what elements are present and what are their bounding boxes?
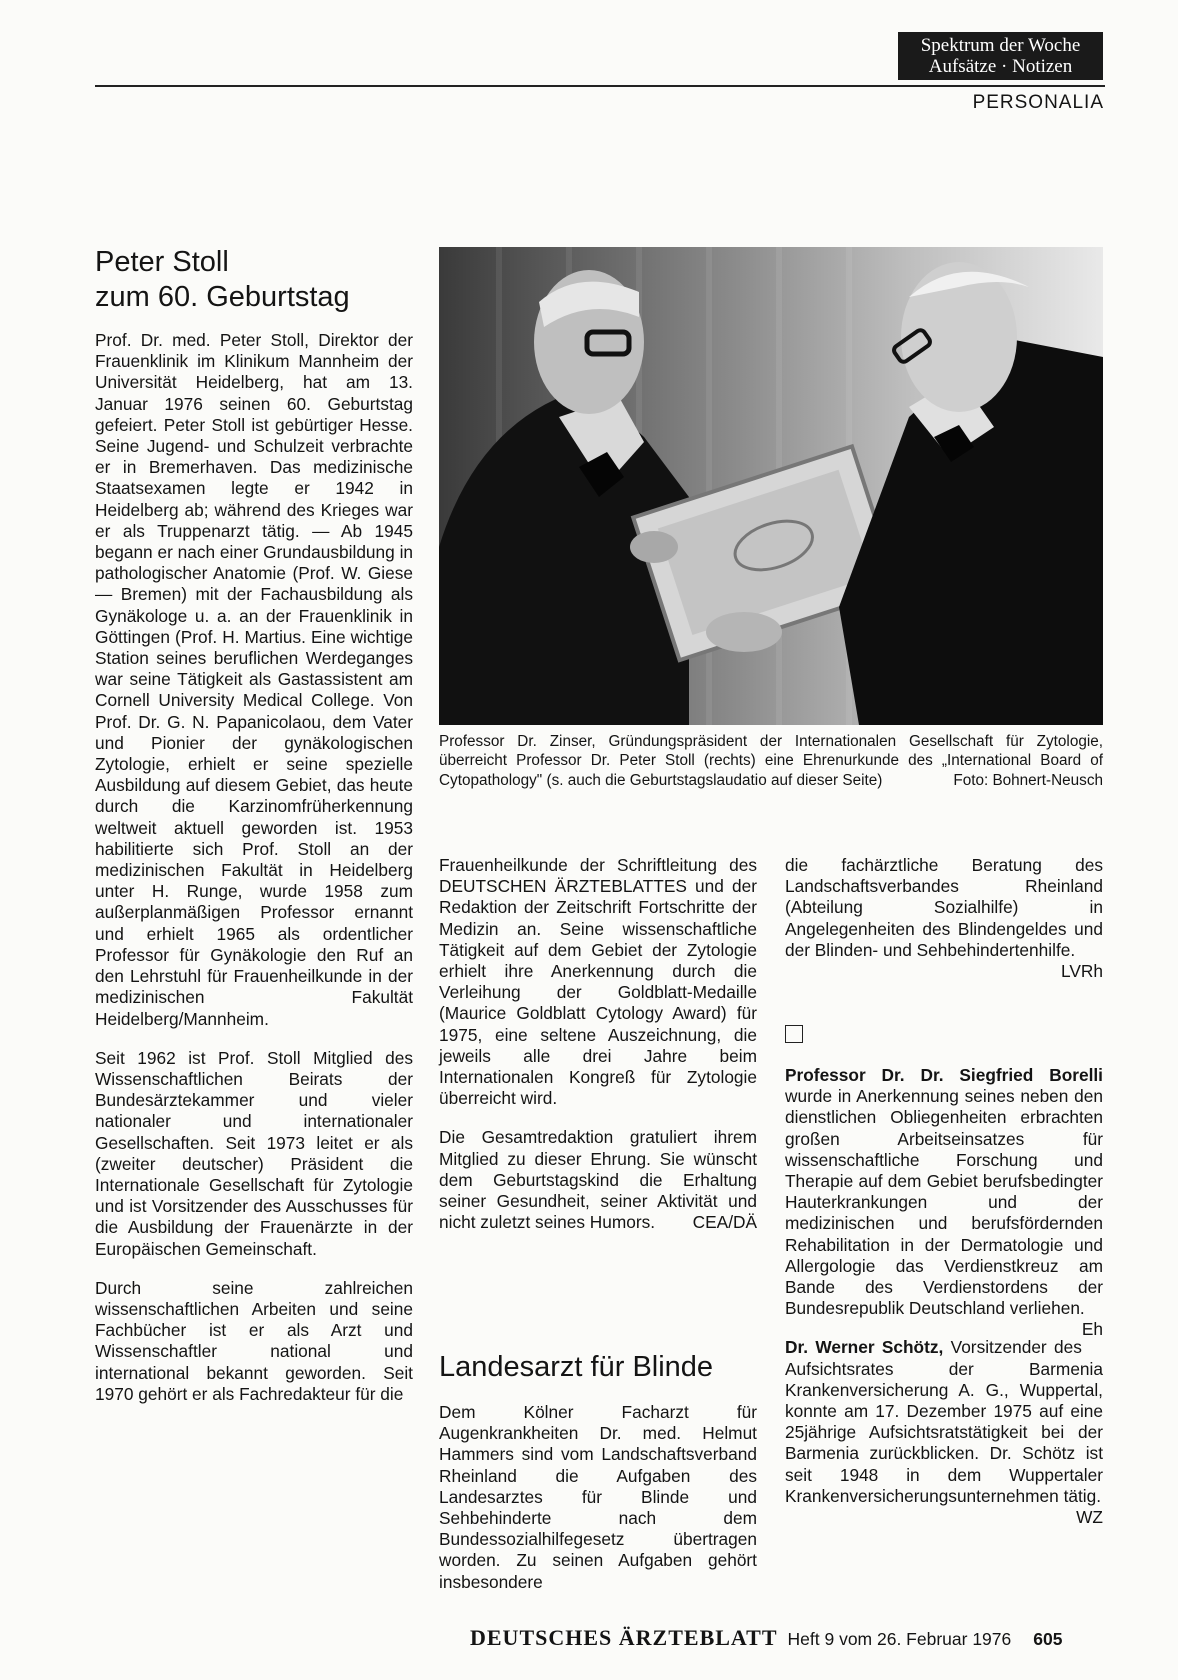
photograph — [439, 247, 1103, 725]
column-1 — [95, 330, 413, 1405]
end-mark-square — [785, 1025, 803, 1043]
notice-schoetz — [785, 1337, 1103, 1528]
article-title-line1: Peter Stoll — [95, 246, 229, 278]
notices-column — [785, 1065, 1103, 1528]
paragraph-text: Die Gesamtredaktion gratuliert ihrem Mitglied zu dieser Ehrung. Sie wünscht dem Geburtstagskind die Erhaltung seiner Gesundheit, seiner Aktivität und nicht zuletzt seines Humors. — [439, 1127, 757, 1233]
page-number: 605 — [1033, 1629, 1063, 1649]
rubric: PERSONALIA — [972, 92, 1104, 113]
paragraph: Dem Kölner Facharzt für Augenkrankheiten Dr. med. Helmut Hammers sind vom Landschaftsverband Rheinland die Aufgaben des Landesarztes für Blinde und Sehbehinderte nach dem Bundessozialhilfegesetz übertragen worden. Zu seinen Aufgaben gehört insbesondere — [439, 1402, 757, 1592]
notice-name: Professor Dr. Dr. Siegfried Borelli — [785, 1065, 1103, 1085]
article-headline — [95, 245, 425, 315]
author-signature: Eh — [1081, 1319, 1103, 1340]
page-footer — [470, 1625, 1103, 1655]
paragraph: Durch seine zahlreichen wissenschaftlichen Arbeiten und seine Fachbücher ist er als Arzt und Wissenschaftler national und international bekannt geworden. Seit 1970 gehört er als Fachredakteur für die — [95, 1277, 413, 1404]
notice-text: wurde in Anerkennung seines neben den dienstlichen Obliegenheiten erbrachten großen Arbeitseinsatzes für wissenschaftliche Forschung und Therapie auf dem Gebiet berufsbedingter Hauterkrankungen und der medizinischen und berufsfördernden Rehabilitation in der Dermatologie und Allergologie das Verdienstkreuz am Bande des Verdienstordens der Bundesrepublik Deutschland verliehen. — [785, 1086, 1103, 1319]
caption-text: Professor Dr. Zinser, Gründungspräsident der Internationalen Gesellschaft für Zytologie, überreicht Professor Dr. Peter Stoll (rechts) eine Ehrenurkunde des „International Board of Cytopathology" (s. auch die Geburtstagslaudatio auf dieser Seite) — [439, 733, 1103, 789]
column-3 — [785, 855, 1103, 982]
issue-info: Heft 9 vom 26. Februar 1976 — [787, 1629, 1012, 1649]
article-title-line2: zum 60. Geburtstag — [95, 281, 350, 313]
paragraph: Frauenheilkunde der Schriftleitung des DEUTSCHEN ÄRZTEBLATTES und der Redaktion der Zeitschrift Fortschritte der Medizin an. Seine wissenschaftliche Tätigkeit auf dem Gebiet der Zytologie erhielt ihre Anerkennung durch die Verleihung der Goldblatt-Medaille (Maurice Goldblatt Cytology Award) für 1975, eine seltene Auszeichnung, die jeweils alle drei Jahre beim Internationalen Kongreß für Zytologie überreicht wird. — [439, 855, 757, 1109]
paragraph-text: die fachärztliche Beratung des Landschaftsverbandes Rheinland (Abteilung Sozialhilfe) in Angelegenheiten des Blindengeldes und der Blinden- und Sehbehindertenhilfe. — [785, 855, 1103, 960]
author-signature: LVRh — [1061, 961, 1103, 982]
photo-credit: Foto: Bohnert-Neusch — [953, 771, 1103, 789]
paragraph — [439, 1127, 757, 1233]
notice-text: Vorsitzender des Aufsichtsrates der Barmenia Krankenversicherung A. G., Wuppertal, konnte am 17. Dezember 1975 auf eine 25jährige Aufsichtsratstätigkeit bei der Barmenia zurückblicken. Dr. Schötz ist seit 1948 in dem Wuppertaler Krankenversicherungsunternehmen tätig. — [785, 1337, 1103, 1506]
article2-title: Landesarzt für Blinde — [439, 1351, 714, 1383]
photo-illustration — [439, 247, 1103, 725]
photo-caption — [439, 732, 1103, 790]
paragraph: Prof. Dr. med. Peter Stoll, Direktor der Frauenklinik im Klinikum Mannheim der Universität Heidelberg, hat am 13. Januar 1976 seinen 60. Geburtstag gefeiert. Peter Stoll ist gebürtiger Hesse. Seine Jugend- und Schulzeit verbrachte er in Bremerhaven. Das medizinische Staatsexamen legte er 1942 in Heidelberg ab; während des Krieges war er als Truppenarzt tätig. — Ab 1945 begann er nach einer Grundausbildung in pathologischer Anatomie (Prof. W. Giese — Bremen) mit der Fachausbildung als Gynäkologe u. a. an der Frauenklinik in Göttingen (Prof. H. Martius. Eine wichtige Station seines beruflichen Werdeganges war seine Tätigkeit als Gastassistent am Cornell University Medical College. Von Prof. Dr. G. N. Papanicolaou, dem Vater und Pionier der gynäkologischen Zytologie, erhielt er seine spezielle Ausbildung auf diesem Gebiet, das heute durch die Karzinomfrüherkennung weltweit aktuell geworden ist. 1953 habilitierte sich Prof. Stoll an der medizinischen Fakultät in Heidelberg unter H. Runge, wurde 1958 zum außerplanmäßigen Professor ernannt und erhielt 1965 als ordentlicher Professor für Gynäkologie den Ruf an den Lehrstuhl für Frauenheilkunde in der medizinischen Fakultät Heidelberg/Mannheim. — [95, 330, 414, 1029]
paragraph: Seit 1962 ist Prof. Stoll Mitglied des Wissenschaftlichen Beirats der Bundesärztekammer und vieler nationaler und internationaler Gesellschaften. Seit 1973 leitet er als (zweiter deutscher) Präsident die Internationale Gesellschaft für Zytologie und ist Vorsitzender des Ausschusses für die Ausbildung der Frauenärzte in der Europäischen Gemeinschaft. — [95, 1047, 413, 1259]
article2-body — [439, 1402, 757, 1593]
author-signature: CEA/DÄ — [692, 1212, 757, 1233]
section-label-line2: Aufsätze · Notizen — [928, 56, 1073, 77]
author-signature: WZ — [1076, 1507, 1103, 1528]
header-rule — [95, 85, 1105, 87]
journal-name: DEUTSCHES ÄRZTEBLATT — [470, 1625, 778, 1650]
column-2 — [439, 855, 757, 1233]
section-label-line1: Spektrum der Woche — [920, 35, 1081, 56]
paragraph — [785, 855, 1103, 982]
notice-name: Dr. Werner Schötz, — [785, 1337, 944, 1358]
section-label — [898, 32, 1103, 80]
notice-borelli — [785, 1065, 1103, 1340]
